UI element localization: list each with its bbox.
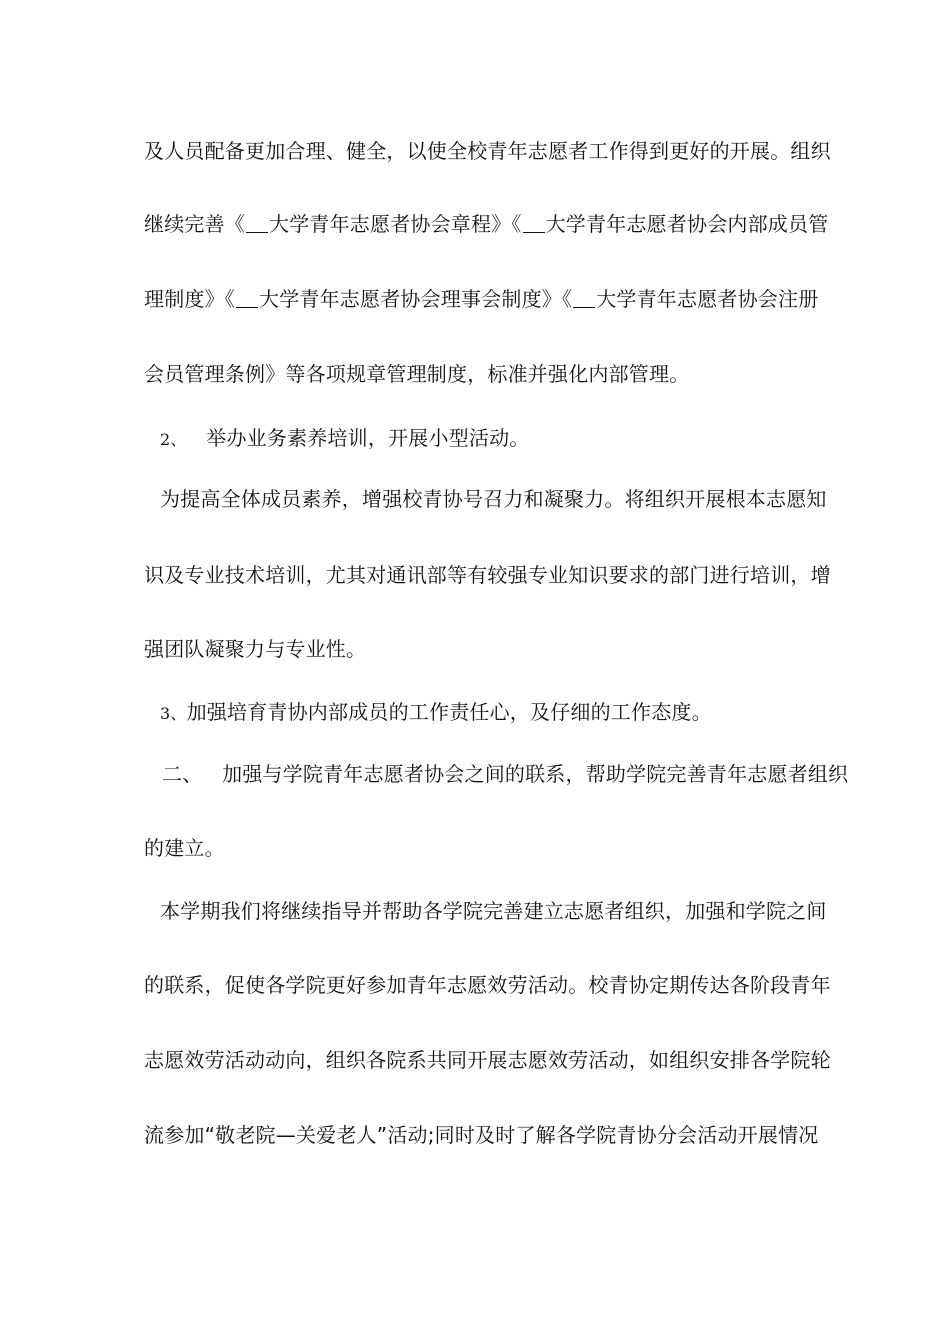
- text: 大学青年志愿者协会内部成员管: [545, 212, 829, 236]
- text: 继续完善《: [144, 212, 245, 236]
- blank-underline: [246, 212, 268, 233]
- paragraph-line-10: [144, 971, 831, 999]
- paragraph-line-1: [144, 137, 831, 165]
- text: 大学青年志愿者协会注册: [596, 287, 819, 311]
- text: 为提高全体成员素养，增强校青协号召力和凝聚力。将组织开展根本志愿知: [160, 487, 827, 511]
- blank-underline: [236, 287, 258, 308]
- paragraph-line-4: [144, 360, 689, 388]
- text: 的联系，促使各学院更好参加青年志愿效劳活动。校青协定期传达各阶段青年: [144, 973, 831, 997]
- paragraph-line-7: [144, 635, 366, 663]
- blank-underline: [573, 287, 595, 308]
- text: 会员管理条例》等各项规章管理制度，标准并强化内部管理。: [144, 362, 690, 386]
- paragraph-line-6: [144, 561, 831, 589]
- paragraph-line-12: [144, 1121, 818, 1149]
- paragraph-line-9: [160, 897, 827, 925]
- text: 流参加“敬老院—关爱老人”活动;同时及时了解各学院青协分会活动开展情况: [144, 1123, 819, 1147]
- item-number: 3、: [160, 704, 187, 723]
- paragraph-line-8: [144, 834, 225, 862]
- paragraph-line-2: [144, 210, 828, 238]
- text: 志愿效劳活动动向，组织各院系共同开展志愿效劳活动，如组织安排各学院轮: [144, 1048, 831, 1072]
- item-number: 2、: [160, 430, 187, 449]
- paragraph-line-3: [144, 285, 818, 313]
- text: 强团队凝聚力与专业性。: [144, 637, 367, 661]
- section-heading-2: [162, 760, 848, 788]
- text: 大学青年志愿者协会理事会制度》《: [259, 287, 573, 311]
- text: 识及专业技术培训，尤其对通讯部等有较强专业知识要求的部门进行培训，增: [144, 563, 831, 587]
- list-item-3: [160, 698, 712, 728]
- item-heading: 举办业务素养培训，开展小型活动。: [206, 426, 530, 450]
- paragraph-line-5: [160, 485, 827, 513]
- text: 及人员配备更加合理、健全，以使全校青年志愿者工作得到更好的开展。组织: [144, 139, 831, 163]
- blank-underline: [523, 212, 545, 233]
- item-heading: 加强培育青协内部成员的工作责任心，及仔细的工作态度。: [186, 700, 712, 724]
- text: 本学期我们将继续指导并帮助各学院完善建立志愿者组织，加强和学院之间: [160, 899, 827, 923]
- text: 大学青年志愿者协会章程》《: [269, 212, 522, 236]
- text: 的建立。: [144, 836, 225, 860]
- list-item-2: [160, 424, 529, 454]
- section-number: 二、: [162, 762, 203, 786]
- text: 理制度》《: [144, 287, 235, 311]
- paragraph-line-11: [144, 1046, 831, 1074]
- section-title: 加强与学院青年志愿者协会之间的联系，帮助学院完善青年志愿者组织: [222, 762, 849, 786]
